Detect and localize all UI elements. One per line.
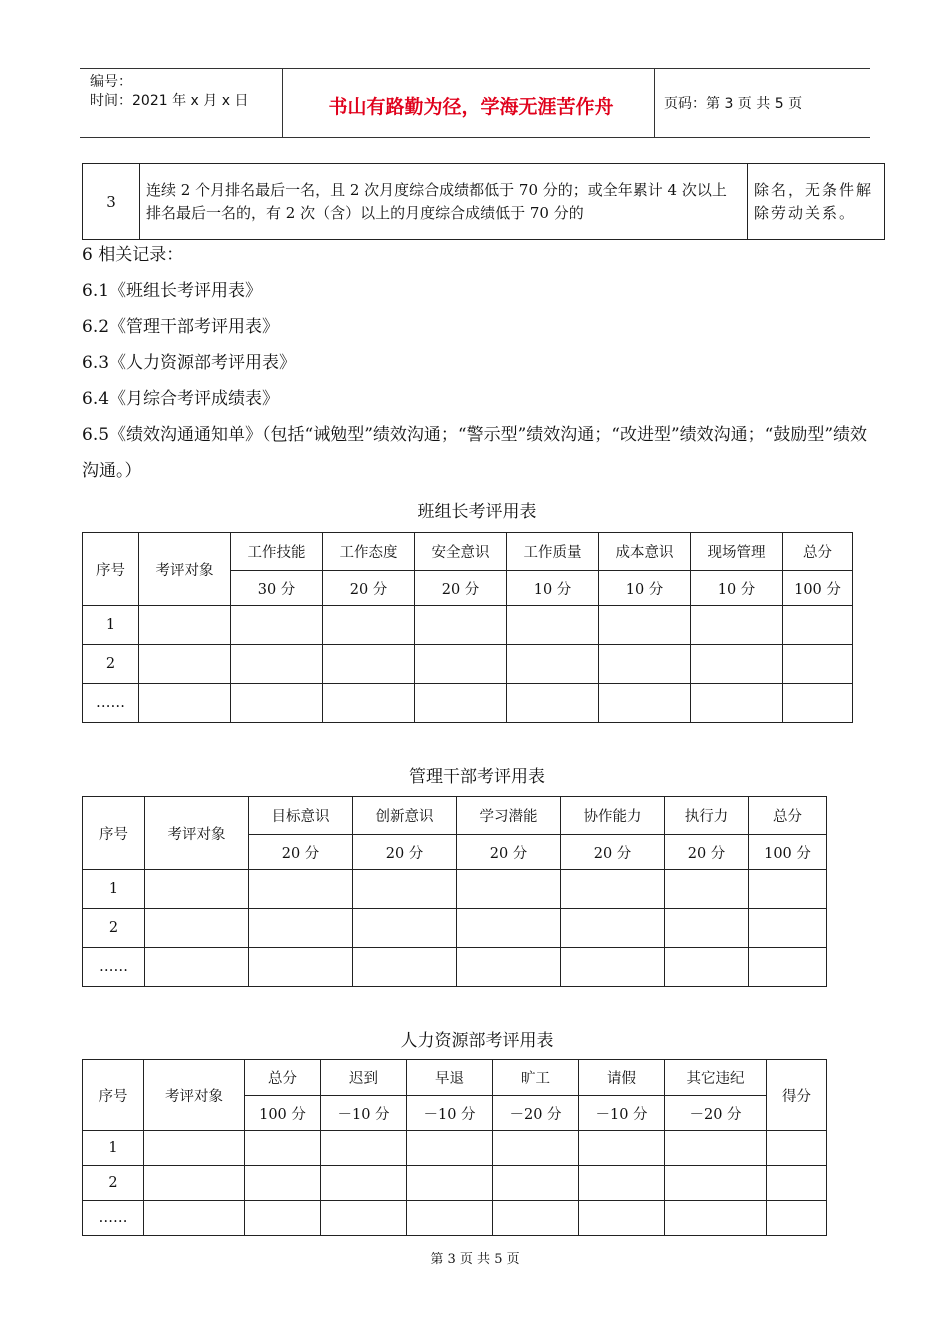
empty-cell — [579, 1201, 665, 1236]
table-row — [83, 870, 827, 909]
empty-cell — [691, 645, 783, 684]
empty-cell — [457, 870, 561, 909]
empty-cell — [561, 909, 665, 948]
table3-title: 人力资源部考评用表 — [400, 1031, 554, 1051]
empty-cell — [507, 606, 599, 645]
criteria-header: 旷工 — [493, 1060, 579, 1096]
empty-cell — [493, 1201, 579, 1236]
row-index: 2 — [83, 909, 145, 948]
records-item: 6.1《班组长考评用表》 — [82, 281, 263, 301]
empty-cell — [767, 1131, 827, 1166]
table-row — [83, 164, 885, 240]
empty-cell — [749, 948, 827, 987]
criteria-header: 其它违纪 — [665, 1060, 767, 1096]
empty-cell — [599, 645, 691, 684]
col-index-header: 序号 — [83, 797, 145, 870]
table-row — [83, 684, 853, 723]
criteria-header: 工作技能 — [231, 533, 323, 571]
empty-cell — [783, 606, 853, 645]
criteria-header: 安全意识 — [415, 533, 507, 571]
criteria-header: 学习潜能 — [457, 797, 561, 835]
table-row — [83, 645, 853, 684]
records-item: 6.4《月综合考评成绩表》 — [82, 389, 280, 409]
rule-table — [82, 163, 885, 240]
empty-cell — [145, 909, 249, 948]
empty-cell — [599, 684, 691, 723]
criteria-score: 100 分 — [749, 835, 827, 870]
table-header-row — [83, 797, 827, 835]
criteria-score: 20 分 — [665, 835, 749, 870]
table3 — [82, 1059, 827, 1236]
criteria-score: 20 分 — [353, 835, 457, 870]
empty-cell — [507, 684, 599, 723]
empty-cell — [353, 948, 457, 987]
table2 — [82, 796, 827, 987]
criteria-score: 30 分 — [231, 571, 323, 606]
empty-cell — [415, 645, 507, 684]
empty-cell — [245, 1131, 321, 1166]
rule-index: 3 — [83, 164, 140, 240]
header-page-info: 页码：第 3 页 共 5 页 — [664, 96, 803, 112]
empty-cell — [691, 606, 783, 645]
criteria-header: 协作能力 — [561, 797, 665, 835]
empty-cell — [145, 948, 249, 987]
header-divider — [654, 69, 655, 137]
empty-cell — [579, 1166, 665, 1201]
empty-cell — [767, 1201, 827, 1236]
table1 — [82, 532, 853, 723]
empty-cell — [249, 948, 353, 987]
criteria-header: 早退 — [407, 1060, 493, 1096]
empty-cell — [665, 1166, 767, 1201]
criteria-score: －10 分 — [407, 1096, 493, 1131]
row-index: 1 — [83, 1131, 144, 1166]
empty-cell — [353, 909, 457, 948]
table-row — [83, 948, 827, 987]
row-index: …… — [83, 948, 145, 987]
empty-cell — [231, 645, 323, 684]
criteria-header: 成本意识 — [599, 533, 691, 571]
criteria-header: 请假 — [579, 1060, 665, 1096]
empty-cell — [561, 870, 665, 909]
empty-cell — [323, 645, 415, 684]
criteria-score: 20 分 — [249, 835, 353, 870]
document-time-label: 时间：2021 年 x 月 x 日 — [90, 93, 249, 109]
empty-cell — [507, 645, 599, 684]
empty-cell — [353, 870, 457, 909]
empty-cell — [249, 870, 353, 909]
empty-cell — [665, 909, 749, 948]
empty-cell — [323, 606, 415, 645]
empty-cell — [783, 684, 853, 723]
document-number-label: 编号： — [90, 74, 132, 90]
empty-cell — [749, 870, 827, 909]
criteria-score: 20 分 — [323, 571, 415, 606]
header-meta — [90, 73, 248, 111]
row-index: 2 — [83, 645, 139, 684]
empty-cell — [144, 1166, 245, 1201]
criteria-score: 20 分 — [415, 571, 507, 606]
criteria-score: 100 分 — [783, 571, 853, 606]
criteria-header: 总分 — [783, 533, 853, 571]
empty-cell — [767, 1166, 827, 1201]
col-target-header: 考评对象 — [145, 797, 249, 870]
criteria-header: 目标意识 — [249, 797, 353, 835]
empty-cell — [749, 909, 827, 948]
table-row — [83, 1166, 827, 1201]
empty-cell — [493, 1131, 579, 1166]
criteria-score: 20 分 — [561, 835, 665, 870]
row-index: …… — [83, 1201, 144, 1236]
records-heading: 6 相关记录： — [82, 245, 184, 265]
empty-cell — [415, 606, 507, 645]
row-index: 1 — [83, 606, 139, 645]
empty-cell — [144, 1201, 245, 1236]
table-row — [83, 1131, 827, 1166]
table-header-row — [83, 533, 853, 571]
table2-title: 管理干部考评用表 — [409, 767, 545, 787]
table-row — [83, 606, 853, 645]
empty-cell — [691, 684, 783, 723]
criteria-header: 现场管理 — [691, 533, 783, 571]
records-section — [82, 237, 872, 489]
col-target-header: 考评对象 — [139, 533, 231, 606]
empty-cell — [457, 948, 561, 987]
empty-cell — [407, 1201, 493, 1236]
empty-cell — [561, 948, 665, 987]
empty-cell — [321, 1166, 407, 1201]
criteria-score: －10 分 — [321, 1096, 407, 1131]
empty-cell — [139, 684, 231, 723]
criteria-score: 10 分 — [691, 571, 783, 606]
criteria-header: 总分 — [749, 797, 827, 835]
col-target-header: 考评对象 — [144, 1060, 245, 1131]
records-item: 6.5《绩效沟通通知单》（包括“诫勉型”绩效沟通；“警示型”绩效沟通；“改进型”绩效沟通；“鼓励型”绩效沟通。） — [82, 425, 868, 481]
rule-condition: 连续 2 个月排名最后一名，且 2 次月度综合成绩都低于 70 分的；或全年累计 4 次以上排名最后一名的，有 2 次（含）以上的月度综合成绩低于 70 分的 — [140, 164, 748, 240]
criteria-header: 创新意识 — [353, 797, 457, 835]
empty-cell — [665, 1201, 767, 1236]
empty-cell — [245, 1166, 321, 1201]
criteria-score: 100 分 — [245, 1096, 321, 1131]
empty-cell — [665, 870, 749, 909]
criteria-score: 10 分 — [599, 571, 691, 606]
criteria-score: 20 分 — [457, 835, 561, 870]
col-result-header: 得分 — [767, 1060, 827, 1131]
empty-cell — [783, 645, 853, 684]
empty-cell — [323, 684, 415, 723]
rule-result: 除名，无条件解除劳动关系。 — [748, 164, 885, 240]
criteria-score: 10 分 — [507, 571, 599, 606]
col-index-header: 序号 — [83, 533, 139, 606]
criteria-header: 工作态度 — [323, 533, 415, 571]
document-header — [80, 68, 870, 138]
table-header-row — [83, 1060, 827, 1096]
table1-title: 班组长考评用表 — [417, 502, 537, 522]
empty-cell — [599, 606, 691, 645]
empty-cell — [407, 1166, 493, 1201]
row-index: 1 — [83, 870, 145, 909]
empty-cell — [249, 909, 353, 948]
row-index: 2 — [83, 1166, 144, 1201]
empty-cell — [493, 1166, 579, 1201]
criteria-header: 工作质量 — [507, 533, 599, 571]
empty-cell — [407, 1131, 493, 1166]
empty-cell — [231, 684, 323, 723]
row-index: …… — [83, 684, 139, 723]
empty-cell — [139, 645, 231, 684]
criteria-score: －20 分 — [665, 1096, 767, 1131]
records-item: 6.3《人力资源部考评用表》 — [82, 353, 297, 373]
criteria-score: －20 分 — [493, 1096, 579, 1131]
records-item: 6.2《管理干部考评用表》 — [82, 317, 280, 337]
empty-cell — [321, 1201, 407, 1236]
empty-cell — [231, 606, 323, 645]
empty-cell — [139, 606, 231, 645]
empty-cell — [245, 1201, 321, 1236]
empty-cell — [145, 870, 249, 909]
table-row — [83, 909, 827, 948]
criteria-header: 执行力 — [665, 797, 749, 835]
empty-cell — [144, 1131, 245, 1166]
header-divider — [282, 69, 283, 137]
table-row — [83, 1201, 827, 1236]
empty-cell — [415, 684, 507, 723]
header-motto: 书山有路勤为径，学海无涯苦作舟 — [328, 96, 614, 118]
criteria-header: 迟到 — [321, 1060, 407, 1096]
criteria-header: 总分 — [245, 1060, 321, 1096]
empty-cell — [321, 1131, 407, 1166]
empty-cell — [665, 948, 749, 987]
empty-cell — [579, 1131, 665, 1166]
criteria-score: －10 分 — [579, 1096, 665, 1131]
col-index-header: 序号 — [83, 1060, 144, 1131]
empty-cell — [665, 1131, 767, 1166]
empty-cell — [457, 909, 561, 948]
page-footer: 第 3 页 共 5 页 — [430, 1252, 520, 1267]
